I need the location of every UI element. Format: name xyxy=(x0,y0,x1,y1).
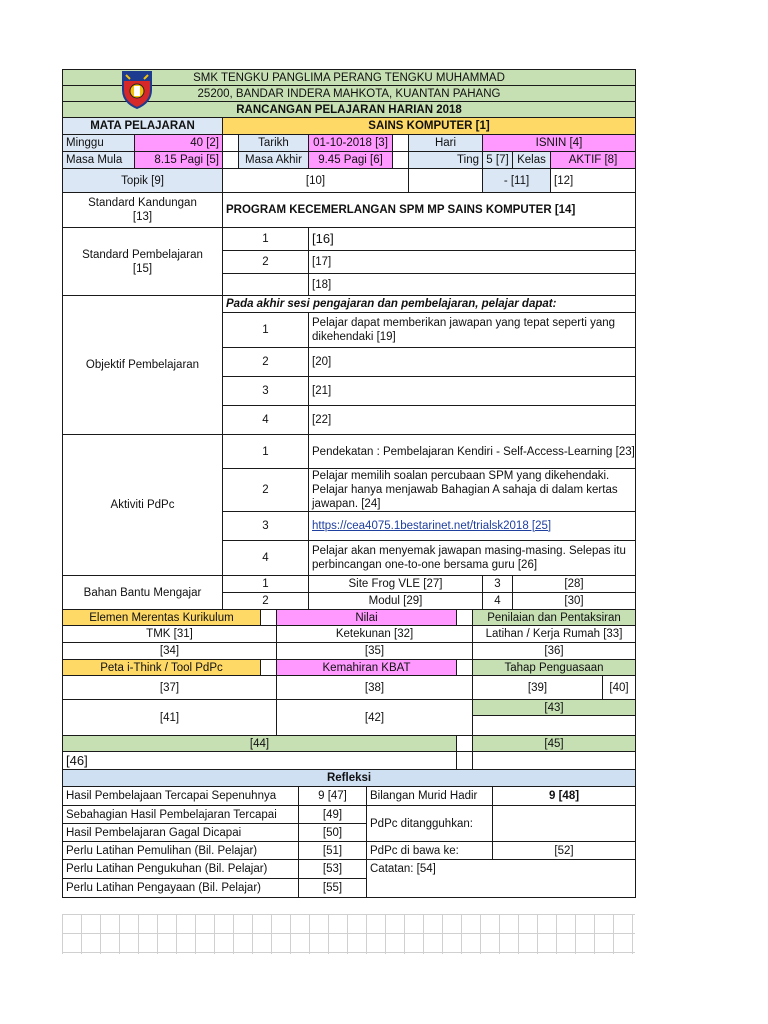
kbat-value: [38] xyxy=(277,676,473,700)
bahan-item-text: Modul [29] xyxy=(309,593,483,610)
sp-item-text: [16] xyxy=(309,228,636,251)
emk-header: Elemen Merentas Kurikulum xyxy=(63,610,261,626)
peta-value: [41] xyxy=(63,700,277,736)
refleksi-row-label: Perlu Latihan Pengukuhan (Bil. Pelajar) xyxy=(63,860,299,879)
bahan-item-text: [30] xyxy=(513,593,636,610)
blank-cell xyxy=(409,169,483,193)
end-time-label: Masa Akhir xyxy=(239,152,309,169)
school-address: 25200, BANDAR INDERA MAHKOTA, KUANTAN PAHANG xyxy=(63,86,636,102)
aktiviti-item-text: Pelajar akan menyemak jawapan masing-masing. Selepas itu perbincangan one-to-one bersama guru [26] xyxy=(309,541,636,576)
blank-cell xyxy=(261,610,277,626)
tahap-value: [40] xyxy=(603,676,636,700)
date-label: Tarikh xyxy=(239,135,309,152)
kbat-header: Kemahiran KBAT xyxy=(277,660,457,676)
bahan-item-text: Site Frog VLE [27] xyxy=(309,576,483,593)
date-value: 01-10-2018 [3] xyxy=(309,135,393,152)
refleksi-row-value: [55] xyxy=(299,879,367,898)
bahan-label: Bahan Bantu Mengajar xyxy=(63,576,223,610)
peta-header: Peta i-Think / Tool PdPc xyxy=(63,660,261,676)
start-time-value: 8.15 Pagi [5] xyxy=(135,152,223,169)
level-value: 5 [7] xyxy=(483,152,513,169)
objektif-label: Objektif Pembelajaran xyxy=(63,296,223,435)
note-46: [46] xyxy=(63,752,457,770)
objektif-item-text: Pelajar dapat memberikan jawapan yang tepat seperti yang dikehendaki [19] xyxy=(309,313,636,348)
blank-cell xyxy=(223,152,239,169)
penilaian-value: Latihan / Kerja Rumah [33] xyxy=(473,626,636,643)
refleksi-row-value: [53] xyxy=(299,860,367,879)
aktiviti-item-text: Pelajar memilih soalan percubaan SPM yang dikehendaki. Pelajar hanya menjawab Bahagian A sahaja di dalam kertas jawapan. [24] xyxy=(309,469,636,512)
refleksi-row-value: [51] xyxy=(299,842,367,860)
elements-table xyxy=(62,609,636,770)
penilaian-value: [36] xyxy=(473,643,636,660)
class-value: AKTIF [8] xyxy=(551,152,636,169)
lesson-plan-table xyxy=(62,69,636,610)
standard-pembelajaran-label-line1: Standard Pembelajaran xyxy=(82,248,203,261)
refleksi-title: Refleksi xyxy=(63,770,636,787)
hadir-value: 9 [48] xyxy=(493,787,636,806)
topic-value: [10] xyxy=(223,169,409,193)
lesson-plan-sheet xyxy=(62,69,635,898)
class-label: Kelas xyxy=(513,152,551,169)
refleksi-row-label: Hasil Pembelajaran Gagal Dicapai xyxy=(63,824,299,842)
aktiviti-item-text: Pendekatan : Pembelajaran Kendiri - Self-Access-Learning [23] xyxy=(309,435,636,469)
refleksi-row-label: Hasil Pembelajaan Tercapai Sepenuhnya xyxy=(63,787,299,806)
objektif-item-no: 1 xyxy=(223,313,309,348)
day-value: ISNIN [4] xyxy=(483,135,636,152)
tahap-value: [39] xyxy=(473,676,603,700)
nilai-value: [35] xyxy=(277,643,473,660)
topic-sub: - [11] xyxy=(483,169,551,193)
blank-cell xyxy=(473,716,636,736)
school-crest-icon xyxy=(120,70,154,110)
objektif-item-no: 2 xyxy=(223,348,309,377)
school-name: SMK TENGKU PANGLIMA PERANG TENGKU MUHAMMAD xyxy=(63,70,636,86)
blank-cell xyxy=(457,610,473,626)
objektif-item-text: [22] xyxy=(309,406,636,435)
start-time-label: Masa Mula xyxy=(63,152,135,169)
blank-cell xyxy=(457,752,473,770)
ditangguh-value xyxy=(493,806,636,842)
refleksi-row-label: Perlu Latihan Pengayaan (Bil. Pelajar) xyxy=(63,879,299,898)
blank-cell xyxy=(393,152,409,169)
refleksi-row-value: [49] xyxy=(299,806,367,824)
hadir-label: Bilangan Murid Hadir xyxy=(367,787,493,806)
bahan-item-no: 2 xyxy=(223,593,309,610)
catatan: Catatan: [54] xyxy=(367,860,636,898)
bahan-item-no: 3 xyxy=(483,576,513,593)
aktiviti-link[interactable]: https://cea4075.1bestarinet.net/trialsk2018 [25] xyxy=(309,512,636,541)
aktiviti-label: Aktiviti PdPc xyxy=(63,435,223,576)
kbat-value: [42] xyxy=(277,700,473,736)
blank-cell xyxy=(393,135,409,152)
ditangguh-label: PdPc ditangguhkan: xyxy=(367,806,493,842)
sp-item-text: [18] xyxy=(309,274,636,296)
green-band-45: [45] xyxy=(473,736,636,752)
emk-value: [34] xyxy=(63,643,277,660)
bahan-item-no: 4 xyxy=(483,593,513,610)
dibawa-label: PdPc di bawa ke: xyxy=(367,842,493,860)
bahan-item-text: [28] xyxy=(513,576,636,593)
aktiviti-item-no: 2 xyxy=(223,469,309,512)
standard-pembelajaran-label-line2: [15] xyxy=(132,262,153,275)
standard-kandungan-label-line1: Standard Kandungan xyxy=(88,197,197,209)
sp-item-no: 2 xyxy=(223,251,309,274)
blank-cell xyxy=(473,752,636,770)
sp-item-text: [17] xyxy=(309,251,636,274)
peta-value: [37] xyxy=(63,676,277,700)
refleksi-row-label: Sebahagian Hasil Pembelajaran Tercapai xyxy=(63,806,299,824)
day-label: Hari xyxy=(409,135,483,152)
standard-kandungan-value: PROGRAM KECEMERLANGAN SPM MP SAINS KOMPUTER [14] xyxy=(223,193,636,228)
objektif-intro: Pada akhir sesi pengajaran dan pembelajaran, pelajar dapat: xyxy=(223,296,636,313)
blank-cell xyxy=(261,660,277,676)
refleksi-row-value: [50] xyxy=(299,824,367,842)
standard-pembelajaran-label xyxy=(63,228,223,296)
objektif-item-no: 3 xyxy=(223,377,309,406)
standard-kandungan-label-line2: [13] xyxy=(132,211,153,223)
week-label: Minggu xyxy=(63,135,135,152)
objektif-item-text: [20] xyxy=(309,348,636,377)
subject-value: SAINS KOMPUTER [1] xyxy=(223,118,636,135)
refleksi-row-label: Perlu Latihan Pemulihan (Bil. Pelajar) xyxy=(63,842,299,860)
tahap-value: [43] xyxy=(473,700,636,716)
refleksi-table xyxy=(62,769,636,898)
level-label: Ting xyxy=(409,152,483,169)
document-title: RANCANGAN PELAJARAN HARIAN 2018 xyxy=(63,102,636,118)
standard-kandungan-label xyxy=(63,193,223,228)
blank-cell xyxy=(457,660,473,676)
nilai-header: Nilai xyxy=(277,610,457,626)
subject-label: MATA PELAJARAN xyxy=(63,118,223,135)
bahan-item-no: 1 xyxy=(223,576,309,593)
sp-item-no xyxy=(223,274,309,296)
end-time-value: 9.45 Pagi [6] xyxy=(309,152,393,169)
empty-grid-area xyxy=(62,914,635,954)
topic-extra: [12] xyxy=(551,169,636,193)
objektif-item-no: 4 xyxy=(223,406,309,435)
dibawa-value: [52] xyxy=(493,842,636,860)
refleksi-row-value: 9 [47] xyxy=(299,787,367,806)
aktiviti-item-no: 4 xyxy=(223,541,309,576)
blank-cell xyxy=(223,135,239,152)
blank-cell xyxy=(457,736,473,752)
week-value: 40 [2] xyxy=(135,135,223,152)
nilai-value: Ketekunan [32] xyxy=(277,626,473,643)
emk-value: TMK [31] xyxy=(63,626,277,643)
penilaian-header: Penilaian dan Pentaksiran xyxy=(473,610,636,626)
objektif-item-text: [21] xyxy=(309,377,636,406)
green-band-44: [44] xyxy=(63,736,457,752)
tahap-header: Tahap Penguasaan xyxy=(473,660,636,676)
aktiviti-item-no: 1 xyxy=(223,435,309,469)
aktiviti-item-no: 3 xyxy=(223,512,309,541)
sp-item-no: 1 xyxy=(223,228,309,251)
topic-label: Topik [9] xyxy=(63,169,223,193)
